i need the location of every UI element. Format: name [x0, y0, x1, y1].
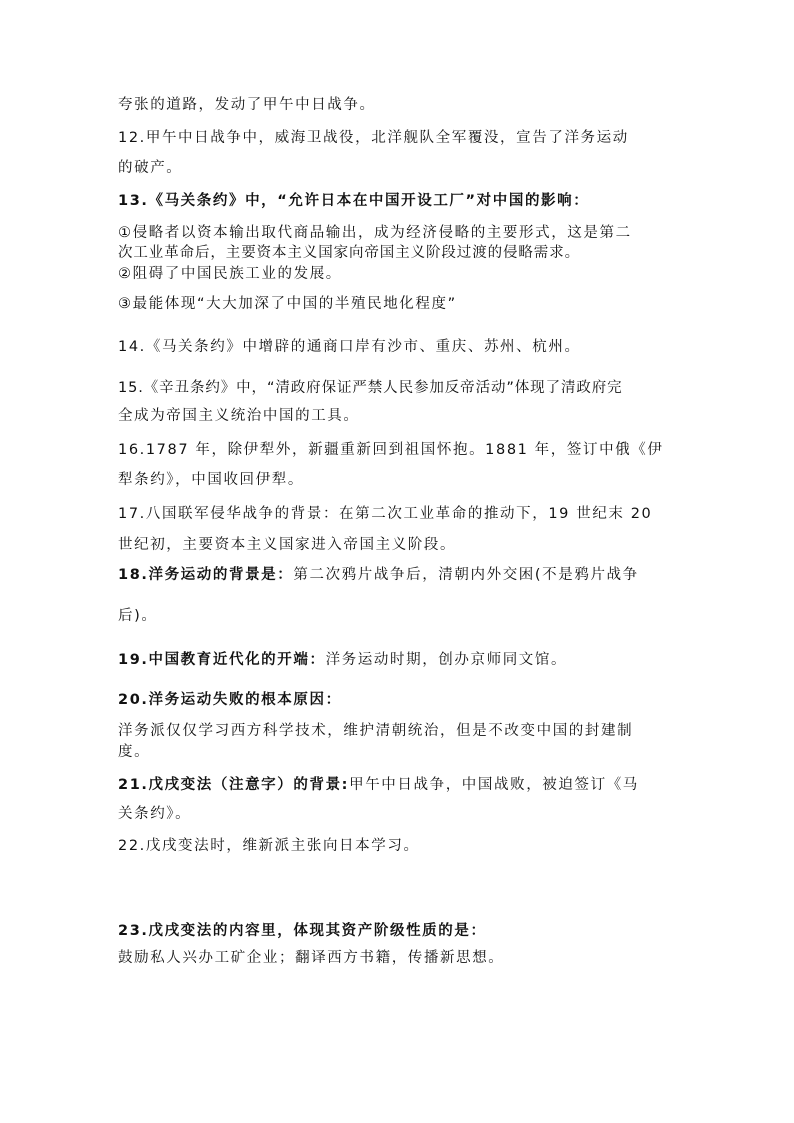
- text-line: 后)。: [118, 608, 158, 624]
- text-line: 17.八国联军侵华战争的背景：在第二次工业革命的推动下，19 世纪末 20: [118, 506, 653, 522]
- text-segment: 洋务运动时期，创办京师同文馆。: [325, 652, 568, 668]
- text-line: 鼓励私人兴办工矿企业；翻译西方书籍，传播新思想。: [118, 950, 505, 966]
- heading-21: 21.戊戌变法（注意字）的背景:: [118, 777, 350, 793]
- text-line: [118, 650, 678, 670]
- text-line: 16.1787 年，除伊犁外，新疆重新回到祖国怀抱。1881 年，签订中俄《伊: [118, 442, 664, 458]
- text-line: 夸张的道路，发动了甲午中日战争。: [118, 97, 376, 113]
- text-line: ①侵略者以资本输出取代商品输出，成为经济侵略的主要形式，这是第二: [118, 225, 632, 241]
- text-line: 度。: [118, 744, 151, 760]
- text-line: 15.《辛丑条约》中，“清政府保证严禁人民参加反帝活动”体现了清政府完: [118, 380, 623, 396]
- text-line: ③最能体现“大大加深了中国的半殖民地化程度”: [118, 296, 457, 312]
- heading-23: 23.戊戌变法的内容里，体现其资产阶级性质的是：: [118, 923, 487, 939]
- text-line: 22.戊戌变法时，维新派主张向日本学习。: [118, 838, 420, 854]
- text-line: [118, 775, 678, 795]
- text-line: 次工业革命后，主要资本主义国家向帝国主义阶段过渡的侵略需求。: [118, 245, 580, 261]
- text-line: 关条约》。: [118, 806, 192, 822]
- text-line: [118, 565, 678, 585]
- text-line: 犁条约》，中国收回伊犁。: [118, 472, 304, 488]
- heading-19: 19.中国教育近代化的开端：: [118, 652, 326, 668]
- text-line: ②阻碍了中国民族工业的发展。: [118, 266, 342, 282]
- text-line: 14.《马关条约》中增辟的通商口岸有沙市、重庆、苏州、杭州。: [118, 339, 581, 355]
- text-segment: 甲午中日战争，中国战败，被迫签订《马: [349, 777, 639, 793]
- text-line: 全成为帝国主义统治中国的工具。: [118, 408, 360, 424]
- heading-20: 20.洋务运动失败的根本原因：: [118, 692, 342, 708]
- text-line: 12.甲午中日战争中，威海卫战役，北洋舰队全军覆没，宣告了洋务运动: [118, 130, 629, 146]
- text-line: 的破产。: [118, 160, 183, 176]
- text-segment: 第二次鸦片战争后，清朝内外交困(不是鸦片战争: [293, 567, 639, 583]
- heading-18: 18.洋务运动的背景是：: [118, 567, 294, 583]
- text-line: 世纪初，主要资本主义国家进入帝国主义阶段。: [118, 537, 457, 553]
- heading-13: 13.《马关条约》中，“允许日本在中国开设工厂”对中国的影响：: [118, 193, 590, 209]
- text-line: 洋务派仅仅学习西方科学技术，维护清朝统治，但是不改变中国的封建制: [118, 723, 634, 739]
